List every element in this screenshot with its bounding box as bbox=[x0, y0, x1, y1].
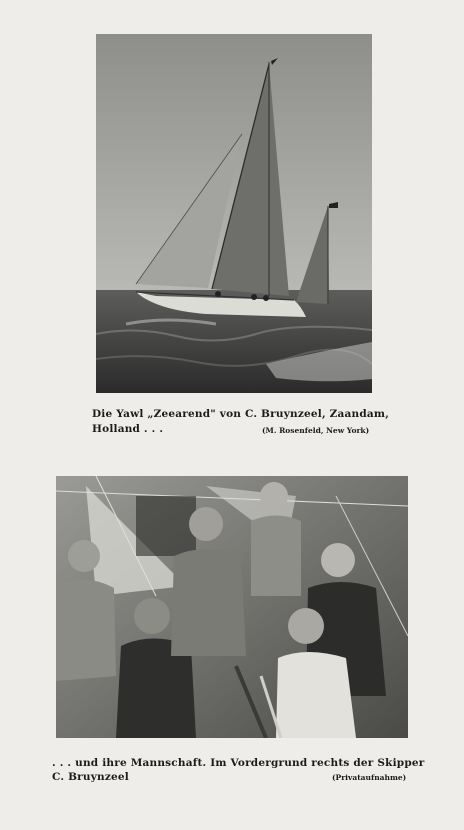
photo2-credit: (Privataufnahme) bbox=[332, 773, 407, 782]
photo1-credit: (M. Rosenfeld, New York) bbox=[262, 426, 370, 435]
photo2-caption-line1: . . . und ihre Mannschaft. Im Vordergrund rechts der Skipper bbox=[52, 757, 425, 769]
photo1-caption-line1: Die Yawl „Zeearend" von C. Bruynzeel, Zaandam, bbox=[92, 408, 390, 420]
crew-photo bbox=[56, 476, 408, 738]
photo2-caption-line2: C. Bruynzeel bbox=[52, 771, 129, 783]
photo1-caption-line2: Holland . . . bbox=[92, 423, 164, 435]
sailing-yawl-image bbox=[96, 34, 372, 393]
crew-image bbox=[56, 476, 408, 738]
sailing-yawl-photo bbox=[96, 34, 372, 393]
